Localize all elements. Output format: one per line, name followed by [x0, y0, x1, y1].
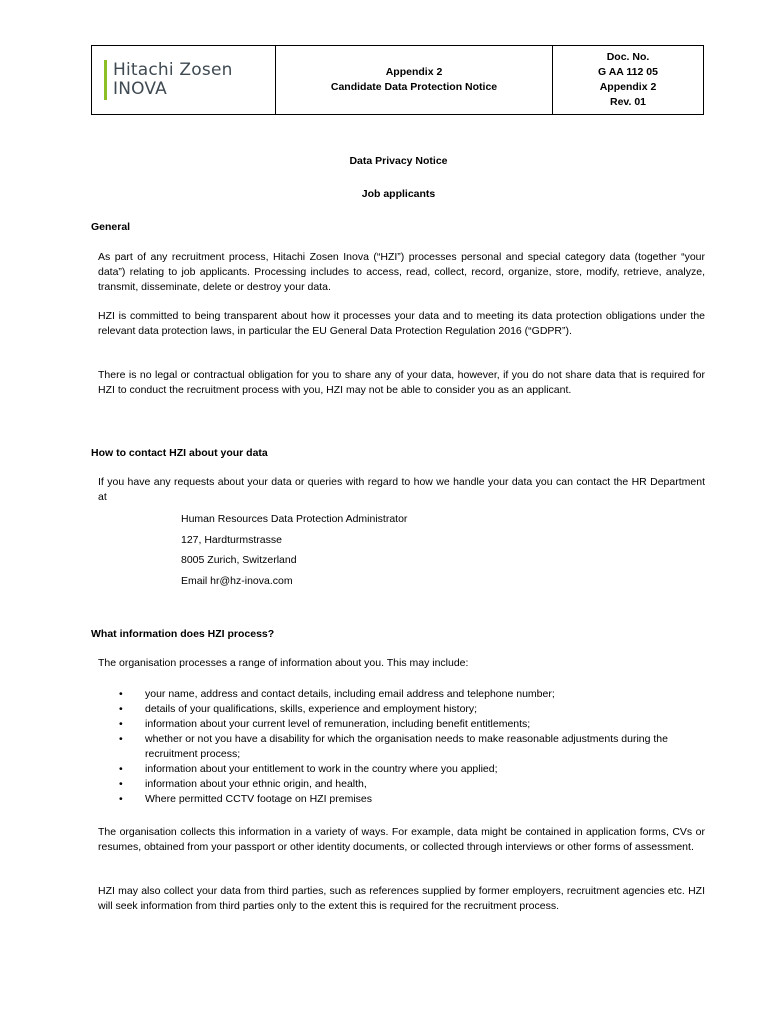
contact-address-line-2: 127, Hardturmstrasse	[181, 534, 282, 546]
list-item-text: your name, address and contact details, including email address and telephone number;	[145, 688, 555, 700]
company-logo	[92, 46, 276, 114]
section-heading-contact: How to contact HZI about your data	[91, 447, 268, 459]
information-intro: The organisation processes a range of information about you. This may include:	[98, 657, 469, 669]
contact-paragraph: If you have any requests about your data or queries with regard to how we handle your data you can contact the HR Department at	[98, 476, 705, 503]
general-paragraph-1: As part of any recruitment process, Hitachi Zosen Inova (“HZI”) processes personal and special category data (together “your data”) relating to job applicants. Processing includes to access, read, collect, record, organize, store, modify, retrieve, analyze, transmit, disseminate, delete or destroy your data.	[98, 251, 705, 293]
contact-address-line-3: 8005 Zurich, Switzerland	[181, 554, 297, 566]
general-paragraph-2: HZI is committed to being transparent about how it processes your data and to meeting its data protection obligations under the relevant data protection laws, in particular the EU General Data Protection Regulation 2016 (“GDPR”).	[98, 310, 705, 337]
information-paragraph-2: The organisation collects this information in a variety of ways. For example, data might be contained in application forms, CVs or resumes, obtained from your passport or other identity documents, or collected through interviews or other forms of assessment.	[98, 826, 705, 853]
logo-accent-bar	[104, 60, 107, 100]
list-item-text: information about your current level of remuneration, including benefit entitlements;	[145, 718, 531, 730]
section-heading-general: General	[91, 221, 131, 233]
list-item	[98, 762, 705, 777]
list-item-text: Where permitted CCTV footage on HZI premises	[145, 793, 373, 805]
list-item	[98, 702, 705, 717]
doc-no-value: G AA 112 05	[598, 66, 658, 78]
list-item-text: whether or not you have a disability for which the organisation needs to make reasonable adjustments during the recruitment process;	[145, 733, 668, 760]
bullet-glyph: •	[119, 763, 123, 775]
list-item-text: details of your qualifications, skills, experience and employment history;	[145, 703, 478, 715]
list-item	[98, 717, 705, 732]
bullet-glyph: •	[119, 793, 123, 805]
bullet-glyph: •	[119, 718, 123, 730]
header-document-title: Candidate Data Protection Notice	[330, 81, 498, 93]
list-item-text: information about your ethnic origin, and health,	[145, 778, 367, 790]
header-title-cell	[276, 46, 553, 114]
doc-revision: Rev. 01	[610, 96, 646, 108]
logo-text-line1: Hitachi Zosen	[113, 60, 233, 80]
header-appendix-title: Appendix 2	[385, 66, 443, 78]
section-heading-information: What information does HZI process?	[91, 628, 275, 640]
page-subtitle: Job applicants	[361, 188, 436, 200]
bullet-glyph: •	[119, 778, 123, 790]
doc-appendix: Appendix 2	[599, 81, 657, 93]
bullet-glyph: •	[119, 733, 123, 745]
list-item	[98, 777, 705, 792]
bullet-glyph: •	[119, 688, 123, 700]
information-bullet-list	[98, 687, 705, 807]
information-paragraph-3: HZI may also collect your data from third parties, such as references supplied by former employers, recruitment agencies etc. HZI will seek information from third parties only to the extent this is required for the recruitment process.	[98, 885, 705, 912]
bullet-glyph: •	[119, 703, 123, 715]
page-title: Data Privacy Notice	[349, 155, 448, 167]
header-docinfo-cell	[553, 46, 703, 114]
list-item	[98, 792, 705, 807]
list-item	[98, 732, 705, 762]
contact-email[interactable]: Email hr@hz-inova.com	[181, 575, 293, 587]
document-header-table	[91, 45, 704, 115]
list-item-text: information about your entitlement to work in the country where you applied;	[145, 763, 498, 775]
logo-text-line2: INOVA	[113, 79, 167, 99]
doc-no-label: Doc. No.	[606, 51, 650, 63]
contact-address-line-1: Human Resources Data Protection Administrator	[181, 513, 408, 525]
list-item	[98, 687, 705, 702]
general-paragraph-3: There is no legal or contractual obligation for you to share any of your data, however, if you do not share data that is required for HZI to conduct the recruitment process with you, HZI may not be able to consider you as an applicant.	[98, 369, 705, 396]
